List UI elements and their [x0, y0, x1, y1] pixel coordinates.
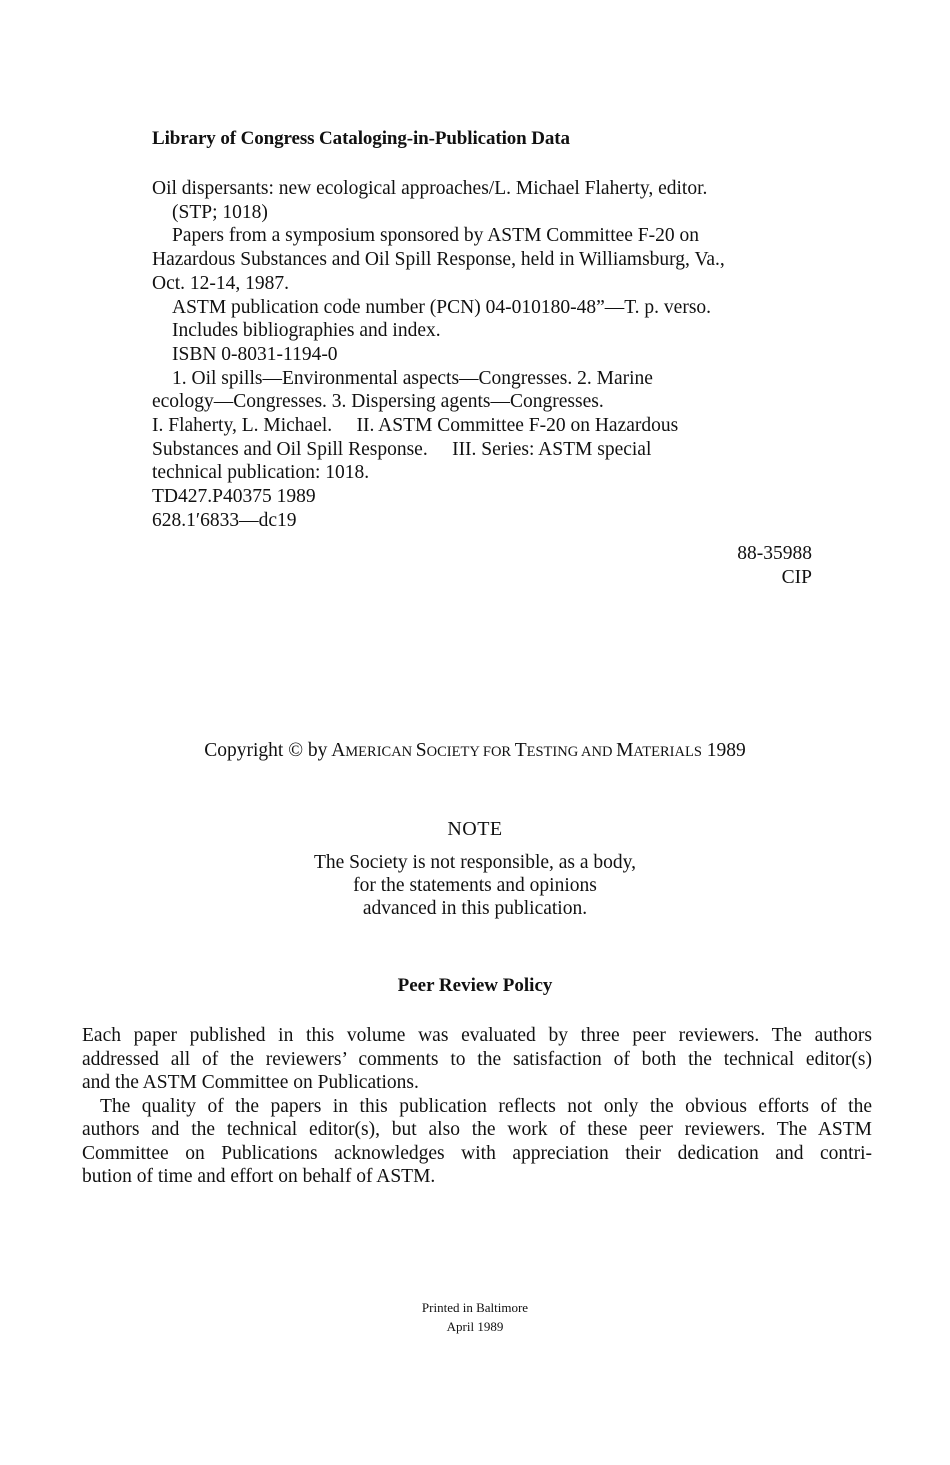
note-body: [0, 851, 950, 920]
cip-pcn-line: ASTM publication code number (PCN) 04-010180-48”—T. p. verso.: [172, 296, 712, 318]
peer-review-line: and the ASTM Committee on Publications.: [82, 1072, 419, 1093]
note-line: The Society is not responsible, as a body,: [313, 852, 637, 873]
org-smallcaps: MERICAN: [345, 744, 416, 760]
cip-heading: Library of Congress Cataloging-in-Publication Data: [152, 128, 570, 149]
cip-bibliography-line: Includes bibliographies and index.: [172, 320, 441, 342]
cip-isbn-line: ISBN 0-8031-1194-0: [172, 343, 338, 365]
lccn: 88-35988: [737, 543, 812, 564]
cip-control-number: [737, 542, 812, 590]
peer-review-body: [82, 1024, 872, 1189]
peer-review-line: The quality of the papers in this publication reflects not only the obvious efforts of the: [100, 1095, 872, 1117]
cip-note-line: Papers from a symposium sponsored by ASTM Committee F-20 on: [172, 225, 700, 247]
org-smallcaps: ATERIALS: [633, 744, 702, 760]
org-initial: T: [514, 740, 527, 761]
org-initial: M: [616, 740, 634, 761]
cip-note-line: Oct. 12-14, 1987.: [152, 272, 290, 294]
peer-review-line: Committee on Publications acknowledges with appreciation their dedication and contri-: [82, 1142, 872, 1164]
cip-title-line: Oil dispersants: new ecological approaches/L. Michael Flaherty, editor.: [152, 178, 708, 199]
org-smallcaps: OCIETY FOR: [426, 744, 515, 760]
copyright-prefix: Copyright © by: [204, 740, 332, 761]
cip-note-line: Hazardous Substances and Oil Spill Response, held in Williamsburg, Va.,: [152, 249, 725, 271]
note-title: NOTE: [447, 818, 503, 840]
note-line: for the statements and opinions: [353, 875, 597, 896]
copyright-line: [0, 740, 950, 762]
cip-subject-line: ecology—Congresses. 3. Dispersing agents—Congresses.: [152, 391, 604, 413]
peer-review-line: Each paper published in this volume was evaluated by three peer reviewers. The authors: [82, 1025, 872, 1046]
printed-location: Printed in Baltimore: [421, 1300, 529, 1315]
cip-label: CIP: [781, 567, 812, 588]
peer-review-title: Peer Review Policy: [397, 975, 553, 996]
peer-review-line: bution of time and effort on behalf of ASTM.: [82, 1166, 436, 1187]
peer-review-line: addressed all of the reviewers’ comments to the satisfaction of both the technical editor(s): [82, 1048, 872, 1070]
org-smallcaps: ESTING AND: [526, 744, 617, 760]
note-line: advanced in this publication.: [362, 898, 588, 919]
org-initial: S: [415, 740, 427, 761]
printed-date: April 1989: [446, 1319, 504, 1334]
cip-series-line: (STP; 1018): [172, 201, 268, 223]
cip-added-entry-line: technical publication: 1018.: [152, 462, 370, 484]
cip-added-entry-line: I. Flaherty, L. Michael. II. ASTM Committee F-20 on Hazardous: [152, 415, 679, 437]
cip-call-number: TD427.P40375 1989: [152, 486, 316, 508]
printing-info: [0, 1298, 950, 1336]
cip-subject-line: 1. Oil spills—Environmental aspects—Congresses. 2. Marine: [172, 367, 653, 389]
cip-dewey-number: 628.1′6833—dc19: [152, 509, 297, 531]
cip-added-entry-line: Substances and Oil Spill Response. III. Series: ASTM special: [152, 438, 652, 460]
copyright-year: 1989: [701, 740, 746, 761]
cip-record: [152, 177, 852, 533]
org-initial: A: [331, 740, 346, 761]
peer-review-line: authors and the technical editor(s), but also the work of these peer reviewers. The ASTM: [82, 1119, 872, 1140]
